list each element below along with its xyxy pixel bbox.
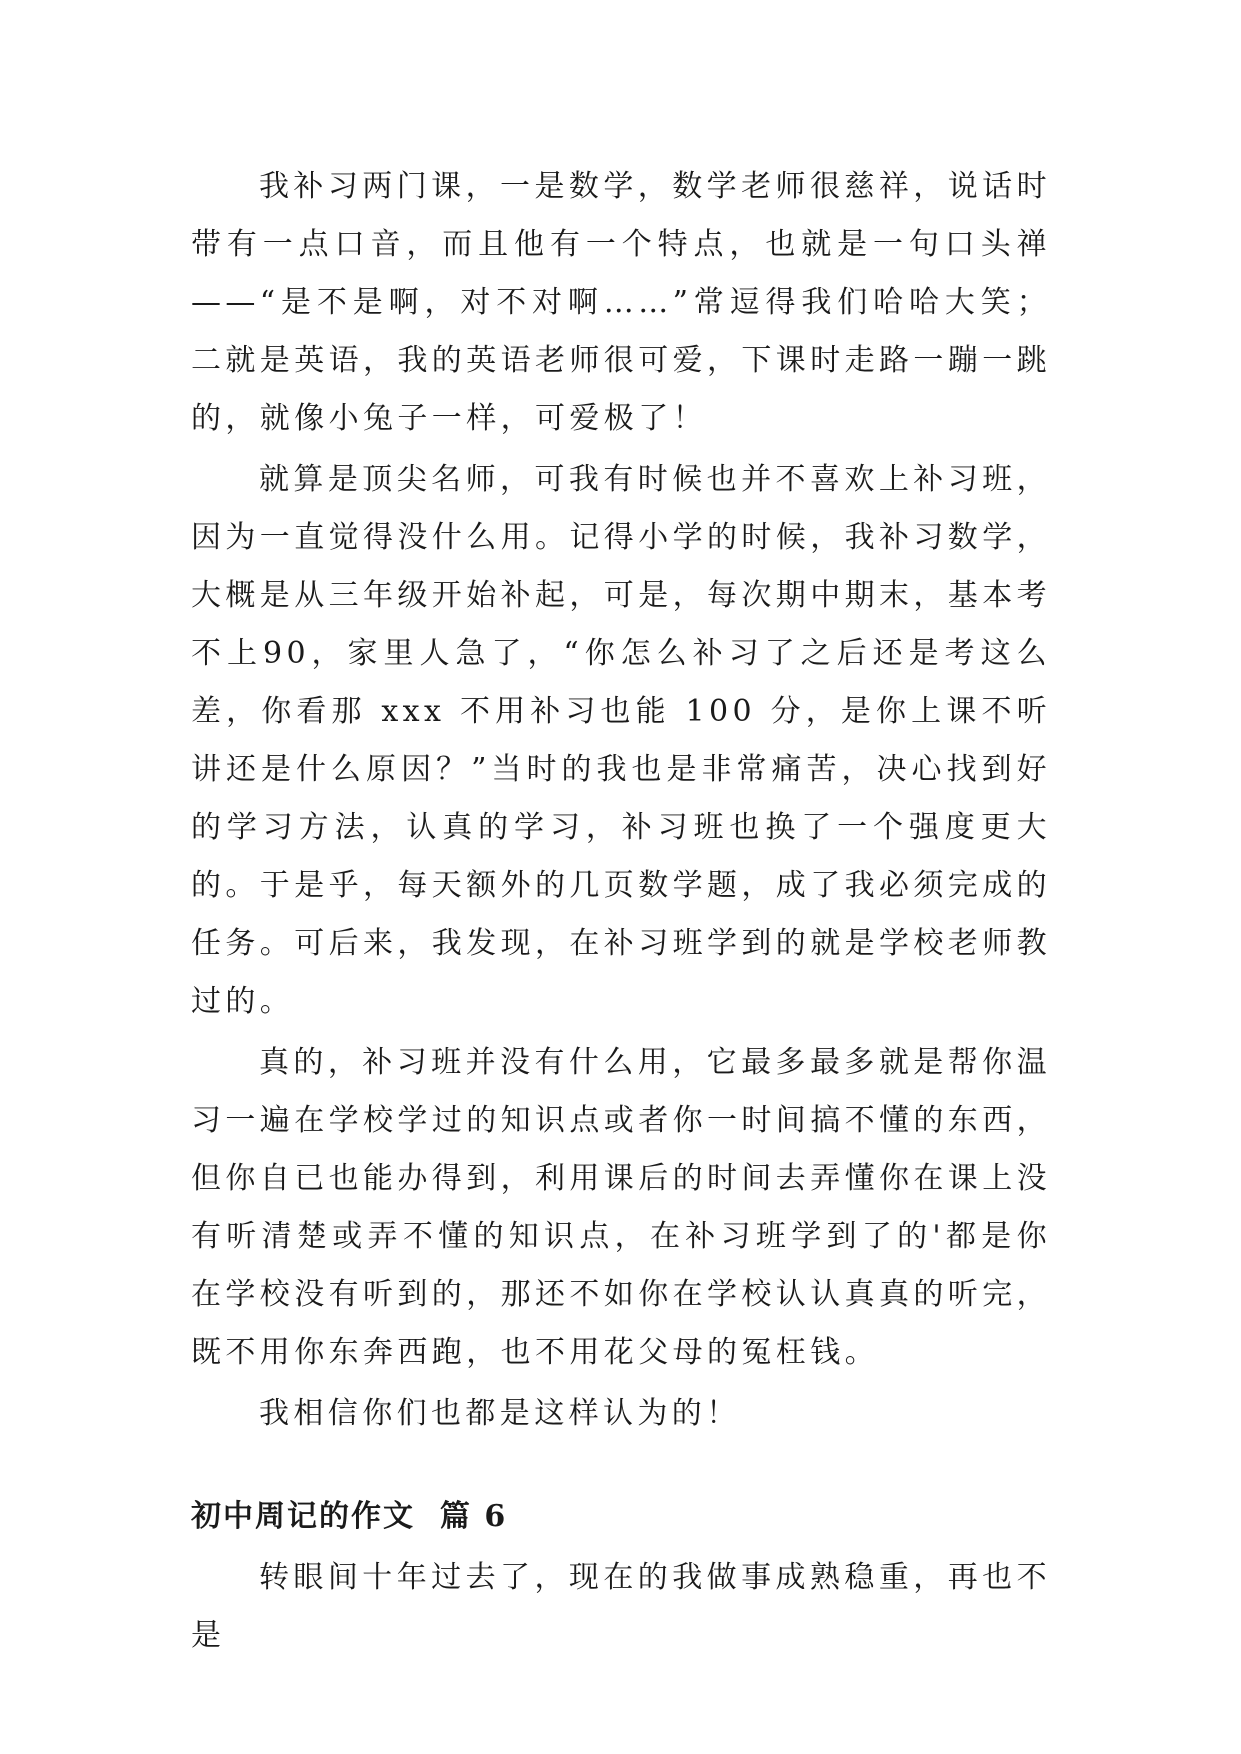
paragraph-tutoring-subjects: 我补习两门课，一是数学，数学老师很慈祥，说话时带有一点口音，而且他有一个特点，也就是一句口头禅——“是不是啊，对不对啊……”常逗得我们哈哈大笑；二就是英语，我的英语老师很可爱，下课时走路一蹦一跳的，就像小兔子一样，可爱极了！	[191, 169, 1051, 436]
paragraph-ten-years-later: 转眼间十年过去了，现在的我做事成熟稳重，再也不是	[191, 1560, 1051, 1653]
document-page	[191, 158, 1051, 1665]
paragraph-dislike-tutoring: 就算是顶尖名师，可我有时候也并不喜欢上补习班，因为一直觉得没什么用。记得小学的时候，我补习数学，大概是从三年级开始补起，可是，每次期中期末，基本考不上90，家里人急了，“你怎么补习了之后还是考这么差，你看那 xxx 不用补习也能 100 分，是你上课不听讲还是什么原因？”当时的我也是非常痛苦，决心找到好的学习方法，认真的学习，补习班也换了一个强度更大的。于是乎，每天额外的几页数学题，成了我必须完成的任务。可后来，我发现，在补习班学到的就是学校老师教过的。	[191, 462, 1051, 1019]
paragraph-tutoring-useless: 真的，补习班并没有什么用，它最多最多就是帮你温习一遍在学校学过的知识点或者你一时间搞不懂的东西，但你自已也能办得到，利用课后的时间去弄懂你在课上没有听清楚或弄不懂的知识点，在补习班学到了的'都是你在学校没有听到的，那还不如你在学校认认真真的听完，既不用你东奔西跑，也不用花父母的冤枉钱。	[191, 1045, 1051, 1370]
paragraph-conclusion: 我相信你们也都是这样认为的！	[259, 1396, 741, 1431]
section-heading: 初中周记的作文 篇 6	[191, 1499, 508, 1534]
